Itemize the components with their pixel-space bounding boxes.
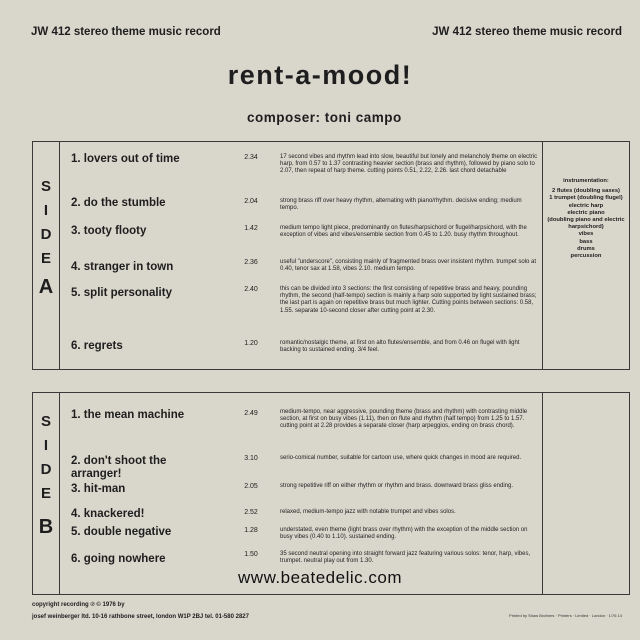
- instrument-item: (doubling piano and electric harpsichord): [547, 217, 625, 231]
- instrument-item: drums: [577, 245, 595, 252]
- side-b-letter: B: [38, 516, 54, 538]
- side-a-divider-left: [59, 142, 60, 369]
- track-description: romantic/nostalgic theme, at first on alto flutes/ensemble, and from 0.46 on flugel with light backing to sustained ending. 3/4 feel.: [280, 340, 520, 354]
- side-b-divider-left: [59, 393, 60, 594]
- track-title: 2. don't shoot the arranger!: [71, 455, 167, 480]
- track-description: 35 second neutral opening into straight forward jazz featuring various solos: tenor, harp, vibes, trumpet. neutral play out from 1.30.: [280, 551, 531, 565]
- publisher-address: josef weinberger ltd. 10-16 rathbone street, london W1P 2BJ tel. 01-580 2827: [32, 614, 249, 620]
- instrument-item: electric harp: [568, 202, 604, 209]
- track-description: 17 second vibes and rhythm lead into slow, beautiful but lonely and melancholy theme on electric harp, from 0.57 to 1.37 contrasting heavier section (brass and rhythm), followed by piano solo to 2.07, then repeat of harp theme. cutting points 0.51, 2.22, 2.26. last chord detachable: [280, 154, 538, 175]
- side-b-letter: I: [43, 437, 49, 454]
- track-title: 4. stranger in town: [71, 261, 174, 273]
- track-duration: 2.52: [244, 509, 258, 516]
- side-b-letter: S: [40, 413, 51, 430]
- instrument-item: vibes: [578, 231, 594, 238]
- side-b-panel: [32, 392, 630, 595]
- track-title: 6. regrets: [71, 340, 123, 352]
- track-title: 5. double negative: [71, 526, 172, 538]
- side-a-letter: E: [40, 250, 51, 267]
- track-title: 3. hit-man: [71, 483, 126, 495]
- side-b-divider-right: [542, 393, 543, 594]
- track-description: medium-tempo, near aggressive, pounding theme (brass and rhythm) with contrasting middle section, at first on busy vibes (1.11), then on flute and rhythm (half tempo) from 1.25 to 1.57. cutting point at 2.28 provides a separate closer (harp arpeggios, ending on brass chord).: [280, 409, 528, 430]
- side-a-letter: I: [43, 202, 49, 219]
- track-duration: 2.40: [244, 286, 258, 293]
- composer-credit: composer: toni campo: [247, 110, 402, 125]
- track-duration: 2.36: [244, 259, 258, 266]
- side-a-letter: D: [40, 226, 52, 243]
- catalog-number-right: JW 412 stereo theme music record: [432, 26, 622, 38]
- side-b-label: [33, 413, 59, 539]
- track-description: this can be divided into 3 sections: the first consisting of repetitive brass and heavy, pounding rhythm, the second (half-tempo) section is mainly a harp solo supported by light sustained brass; the last part is again on repetitive brass but much lighter. Cutting points between sections: 0.58, 1.55. separate 10-second closer after cutting point at 2.30.: [280, 286, 537, 314]
- instrument-item: 2 flutes (doubling saxes): [552, 188, 620, 195]
- watermark-url: www.beatedelic.com: [238, 568, 402, 587]
- side-a-letter: S: [40, 178, 51, 195]
- track-description: serio-comical number, suitable for cartoon use, where quick changes in mood are required.: [280, 455, 522, 461]
- track-duration: 1.42: [244, 225, 258, 232]
- track-title: 2. do the stumble: [71, 197, 166, 209]
- track-duration: 1.28: [244, 527, 258, 534]
- track-description: medium tempo light piece, predominantly on flutes/harpsichord or flugel/harpsichord, with the exception of vibes and vibes/ensemble section from 0.45 to 1.20. busy rhythm throughout.: [280, 225, 527, 239]
- instrumentation-list: [545, 178, 627, 260]
- side-a-letter: A: [38, 276, 54, 298]
- track-duration: 2.34: [244, 154, 258, 161]
- track-duration: 1.20: [244, 340, 258, 347]
- copyright-notice: copyright recording ℗ © 1976 by: [32, 602, 125, 608]
- track-title: 6. going nowhere: [71, 553, 166, 565]
- track-duration: 3.10: [244, 455, 258, 462]
- instrument-item: 1 trumpet (doubling flugel): [549, 195, 623, 202]
- printer-credit: Printed by Shaw Brothers · Printers · Limited · London · 1/76 14: [509, 613, 622, 618]
- track-description: useful "underscore", consisting mainly of fragmented brass over insistent rhythm. trumpet solo at 0.40, tenor sax at 1.58, vibes 2.10. medium tempo.: [280, 259, 537, 273]
- side-a-divider-right: [542, 142, 543, 369]
- side-b-letter: D: [40, 461, 52, 478]
- track-duration: 1.50: [244, 551, 258, 558]
- track-description: relaxed, medium-tempo jazz with notable trumpet and vibes solos.: [280, 509, 456, 515]
- track-duration: 2.04: [244, 198, 258, 205]
- track-title: 5. split personality: [71, 287, 172, 299]
- side-b-letter: E: [40, 485, 51, 502]
- instrument-item: bass: [579, 238, 593, 245]
- side-a-label: [33, 178, 59, 299]
- track-duration: 2.05: [244, 483, 258, 490]
- instrumentation-title: instrumentation:: [563, 178, 609, 184]
- track-title: 1. the mean machine: [71, 409, 185, 421]
- track-title: 1. lovers out of time: [71, 153, 180, 165]
- album-title: rent-a-mood!: [227, 60, 413, 90]
- catalog-number-left: JW 412 stereo theme music record: [31, 26, 221, 38]
- track-description: understated, even theme (light brass over rhythm) with the exception of the middle section on busy vibes (0.40 to 1.10). sustained ending.: [280, 527, 528, 541]
- track-description: strong repetitive riff on either rhythm or rhythm and brass. downward brass gliss ending.: [280, 483, 513, 489]
- track-title: 4. knackered!: [71, 508, 145, 520]
- instrument-item: electric piano: [567, 209, 605, 216]
- side-a-panel: [32, 141, 630, 370]
- track-description: strong brass riff over heavy rhythm, alternating with piano/rhythm. decisive ending; medium tempo.: [280, 198, 522, 212]
- instrument-item: percussion: [570, 253, 602, 260]
- track-duration: 2.49: [244, 410, 258, 417]
- track-title: 3. tooty flooty: [71, 225, 147, 237]
